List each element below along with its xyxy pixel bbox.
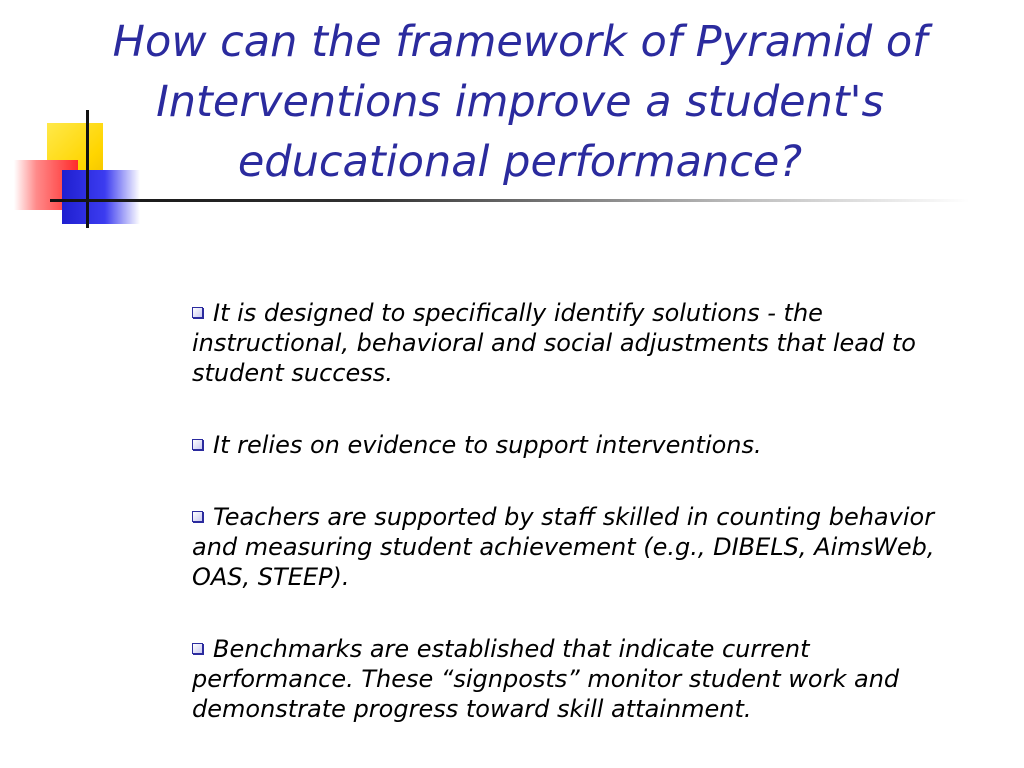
slide-title: How can the framework of Pyramid of Interventions improve a student's educational performance? xyxy=(112,17,928,187)
bullet-item xyxy=(192,298,952,388)
bullet-item xyxy=(192,430,952,460)
square-bullet-icon xyxy=(192,511,203,522)
bullet-item xyxy=(192,634,952,724)
bullet-text: Benchmarks are established that indicate current performance. These “signposts” monitor student work and demonstrate progress toward skill attainment. xyxy=(192,635,900,723)
horizontal-rule-decoration xyxy=(50,199,970,202)
bullet-list xyxy=(192,298,952,766)
bullet-item xyxy=(192,502,952,592)
bullet-text: Teachers are supported by staff skilled in counting behavior and measuring student achievement (e.g., DIBELS, AimsWeb, OAS, STEEP). xyxy=(192,503,935,591)
square-bullet-icon xyxy=(192,307,203,318)
square-bullet-icon xyxy=(192,439,203,450)
square-bullet-icon xyxy=(192,643,203,654)
bullet-text: It relies on evidence to support interventions. xyxy=(213,431,762,459)
bullet-text: It is designed to specifically identify solutions - the instructional, behavioral and social adjustments that lead to student success. xyxy=(192,299,916,387)
